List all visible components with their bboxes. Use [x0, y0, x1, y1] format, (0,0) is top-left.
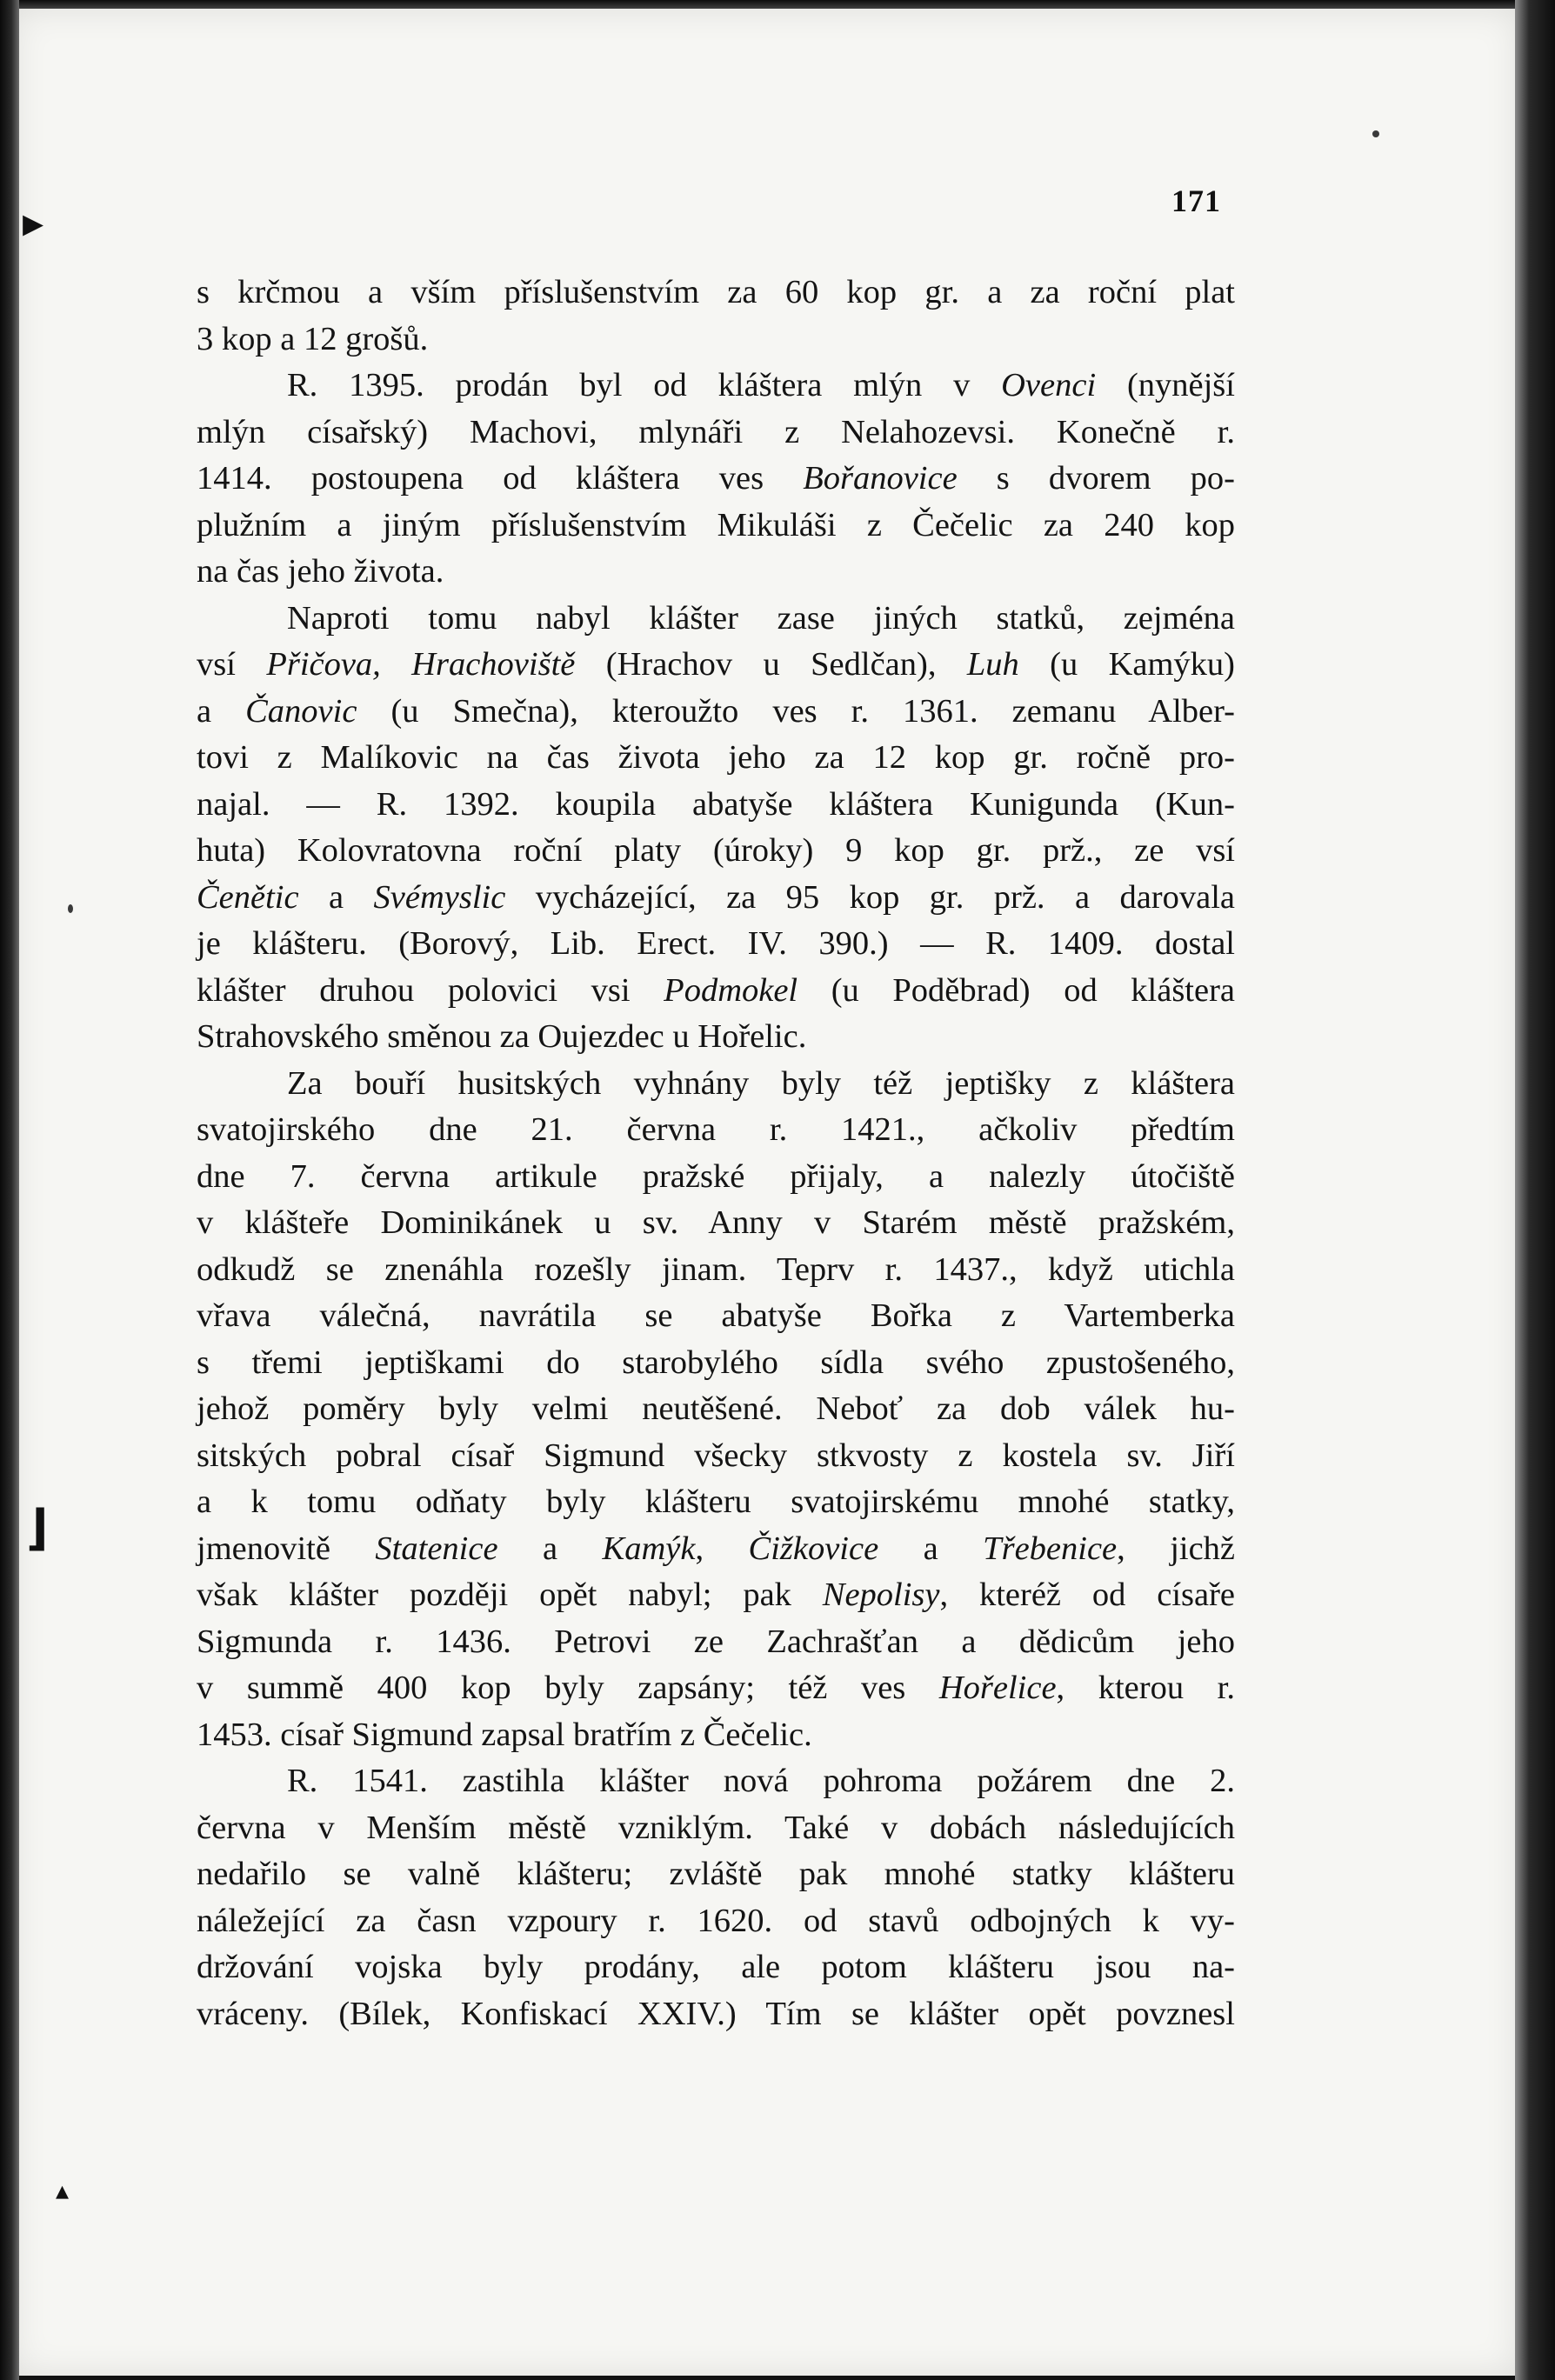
text-run: 1453. císař Sigmund zapsal bratřím z Čečelic.	[197, 1716, 812, 1753]
text-line	[197, 1479, 1235, 1526]
scan-left-edge	[0, 0, 19, 2380]
text-line	[197, 828, 1235, 875]
text-run: vřava válečná, navrátila se abatyše Bořka z Vartemberka	[197, 1297, 1235, 1334]
text-run: však klášter později opět nabyl; pak	[197, 1577, 823, 1613]
text-line	[197, 1154, 1235, 1201]
text-line	[197, 689, 1235, 736]
italic-place-name: Podmokel	[664, 971, 798, 1009]
text-run: v klášteře Dominikánek u sv. Anny v Starém městě pražském,	[197, 1204, 1235, 1241]
text-run: 3 kop a 12 grošů.	[197, 320, 429, 357]
text-run: huta) Kolovratovna roční platy (úroky) 9 kop gr. prž., ze vsí	[197, 832, 1235, 869]
text-line	[197, 456, 1235, 503]
text-run: vsí	[197, 646, 267, 683]
binding-mark-bottom: ▴	[56, 2176, 70, 2206]
speck-left-margin	[68, 904, 73, 913]
text-run: v summě 400 kop byly zapsány; též ves	[197, 1670, 939, 1706]
text-line	[197, 642, 1235, 689]
text-run: odkudž se znenáhla rozešly jinam. Teprv r. 1437., když utichla	[197, 1250, 1235, 1288]
text-line	[197, 596, 1235, 643]
text-line	[197, 410, 1235, 457]
text-run: jmenovitě	[197, 1530, 376, 1567]
text-line	[197, 1619, 1235, 1666]
text-line	[197, 1572, 1235, 1619]
speck-top-right	[1372, 130, 1379, 137]
text-run: najal. — R. 1392. koupila abatyše kláštera Kunigunda (Kun-	[197, 785, 1235, 823]
italic-place-name: Svémyslic	[373, 878, 506, 916]
text-run: dne 7. června artikule pražské přijaly, a nalezly útočiště	[197, 1157, 1235, 1195]
text-line	[197, 363, 1235, 410]
page-number: 171	[1171, 183, 1221, 218]
text-run: , kteréž od císaře	[939, 1577, 1235, 1613]
text-line	[197, 1386, 1235, 1433]
italic-place-name: Nepolisy	[822, 1577, 940, 1613]
italic-place-name: Luh	[966, 646, 1019, 683]
text-run: (u Smečna), kteroužto ves r. 1361. zemanu Alber-	[357, 692, 1236, 730]
text-run: vráceny. (Bílek, Konfiskací XXIV.) Tím se klášter opět povznesl	[197, 1995, 1235, 2032]
text-line	[197, 549, 1235, 596]
text-line	[197, 1107, 1235, 1154]
text-run: (nynější	[1096, 367, 1235, 403]
text-run: 1414. postoupena od kláštera ves	[197, 460, 804, 497]
text-line	[197, 1247, 1235, 1294]
italic-place-name: Čenětic	[197, 878, 299, 916]
text-line	[197, 1526, 1235, 1573]
text-run: s dvorem po-	[957, 460, 1235, 497]
text-line	[197, 1665, 1235, 1712]
text-run: s třemi jeptiškami do starobylého sídla svého zpustošeného,	[197, 1343, 1235, 1381]
text-run: svatojirského dne 21. června r. 1421., ačkoliv předtím	[197, 1111, 1235, 1148]
text-run: plužním a jiným příslušenstvím Mikuláši z Čečelic za 240 kop	[197, 506, 1235, 543]
text-run: a	[197, 692, 246, 730]
text-line	[197, 1898, 1235, 1945]
text-run: (u Kamýku)	[1018, 646, 1235, 683]
text-line	[197, 1293, 1235, 1340]
text-line	[197, 782, 1235, 829]
text-run: a	[298, 878, 374, 916]
text-line	[197, 1433, 1235, 1480]
text-run: ,	[695, 1530, 749, 1567]
text-line	[197, 1991, 1235, 2038]
text-line	[197, 875, 1235, 922]
text-run: vycházející, za 95 kop gr. prž. a darovala	[505, 878, 1235, 916]
text-line	[197, 1340, 1235, 1387]
text-run: června v Menším městě vzniklým. Také v dobách následujících	[197, 1809, 1235, 1846]
text-run: jehož poměry byly velmi neutěšené. Neboť za dob válek hu-	[197, 1390, 1235, 1427]
text-run: (Hrachov u Sedlčan),	[575, 646, 967, 683]
text-run: Sigmunda r. 1436. Petrovi ze Zachrašťan a dědicům jeho	[197, 1623, 1235, 1660]
italic-place-name: Ovenci	[1001, 367, 1097, 403]
italic-place-name: Kamýk	[602, 1530, 696, 1567]
text-run: a	[878, 1530, 984, 1567]
text-run: držování vojska byly prodány, ale potom klášteru jsou na-	[197, 1949, 1235, 1985]
text-run: s krčmou a vším příslušenstvím za 60 kop gr. a za roční plat	[197, 274, 1235, 310]
text-line	[197, 1712, 1235, 1759]
text-run: tovi z Malíkovic na čas života jeho za 12 kop gr. ročně pro-	[197, 739, 1235, 776]
text-run: (u Poděbrad) od kláštera	[798, 971, 1235, 1009]
text-line	[197, 1944, 1235, 1991]
italic-place-name: Čižkovice	[748, 1530, 879, 1567]
text-line	[197, 1851, 1235, 1898]
italic-place-name: Statenice	[375, 1530, 498, 1567]
text-line	[197, 921, 1235, 968]
text-line	[197, 317, 1235, 363]
text-line	[197, 270, 1235, 317]
text-run: mlýn císařský) Machovi, mlynáři z Nelahozevsi. Konečně r.	[197, 413, 1235, 450]
text-line	[197, 1805, 1235, 1852]
binding-mark-middle: ⌋	[26, 1500, 49, 1557]
text-line	[197, 735, 1235, 782]
text-run: R. 1541. zastihla klášter nová pohroma požárem dne 2.	[287, 1763, 1235, 1799]
text-line	[197, 503, 1235, 550]
scan-right-edge	[1515, 0, 1555, 2380]
italic-place-name: Hořelice	[938, 1670, 1057, 1706]
text-line	[197, 968, 1235, 1015]
text-run: Naproti tomu nabyl klášter zase jiných statků, zejména	[287, 599, 1235, 637]
text-run: Za bouří husitských vyhnány byly též jeptišky z kláštera	[287, 1064, 1235, 1102]
text-run: a k tomu odňaty byly klášteru svatojirskému mnohé statky,	[197, 1483, 1235, 1520]
text-run: nedařilo se valně klášteru; zvláště pak mnohé statky klášteru	[197, 1856, 1235, 1892]
text-run: náležející za časn vzpoury r. 1620. od stavů odbojných k vy-	[197, 1902, 1235, 1939]
text-run: a	[497, 1530, 603, 1567]
binding-mark-top: ▸	[23, 198, 44, 247]
italic-place-name: Čanovic	[245, 692, 357, 730]
text-run: na čas jeho života.	[197, 553, 444, 590]
text-line	[197, 1061, 1235, 1108]
italic-place-name: Třebenice	[983, 1530, 1118, 1567]
body-text	[197, 270, 1235, 2037]
text-run: je klášteru. (Borový, Lib. Erect. IV. 390.) — R. 1409. dostal	[197, 925, 1235, 962]
text-run: sitských pobral císař Sigmund všecky stkvosty z kostela sv. Jiří	[197, 1437, 1235, 1474]
text-line	[197, 1758, 1235, 1805]
text-run: Strahovského směnou za Oujezdec u Hořelic.	[197, 1018, 807, 1055]
text-run: klášter druhou polovici vsi	[197, 971, 664, 1009]
text-line	[197, 1200, 1235, 1247]
italic-place-name: Bořanovice	[803, 460, 958, 497]
text-run: , jichž	[1117, 1530, 1236, 1567]
text-run: , kterou r.	[1056, 1670, 1235, 1706]
italic-place-name: Přičova, Hrachoviště	[266, 646, 576, 683]
text-run: R. 1395. prodán byl od kláštera mlýn v	[287, 367, 1002, 403]
text-line	[197, 1014, 1235, 1061]
